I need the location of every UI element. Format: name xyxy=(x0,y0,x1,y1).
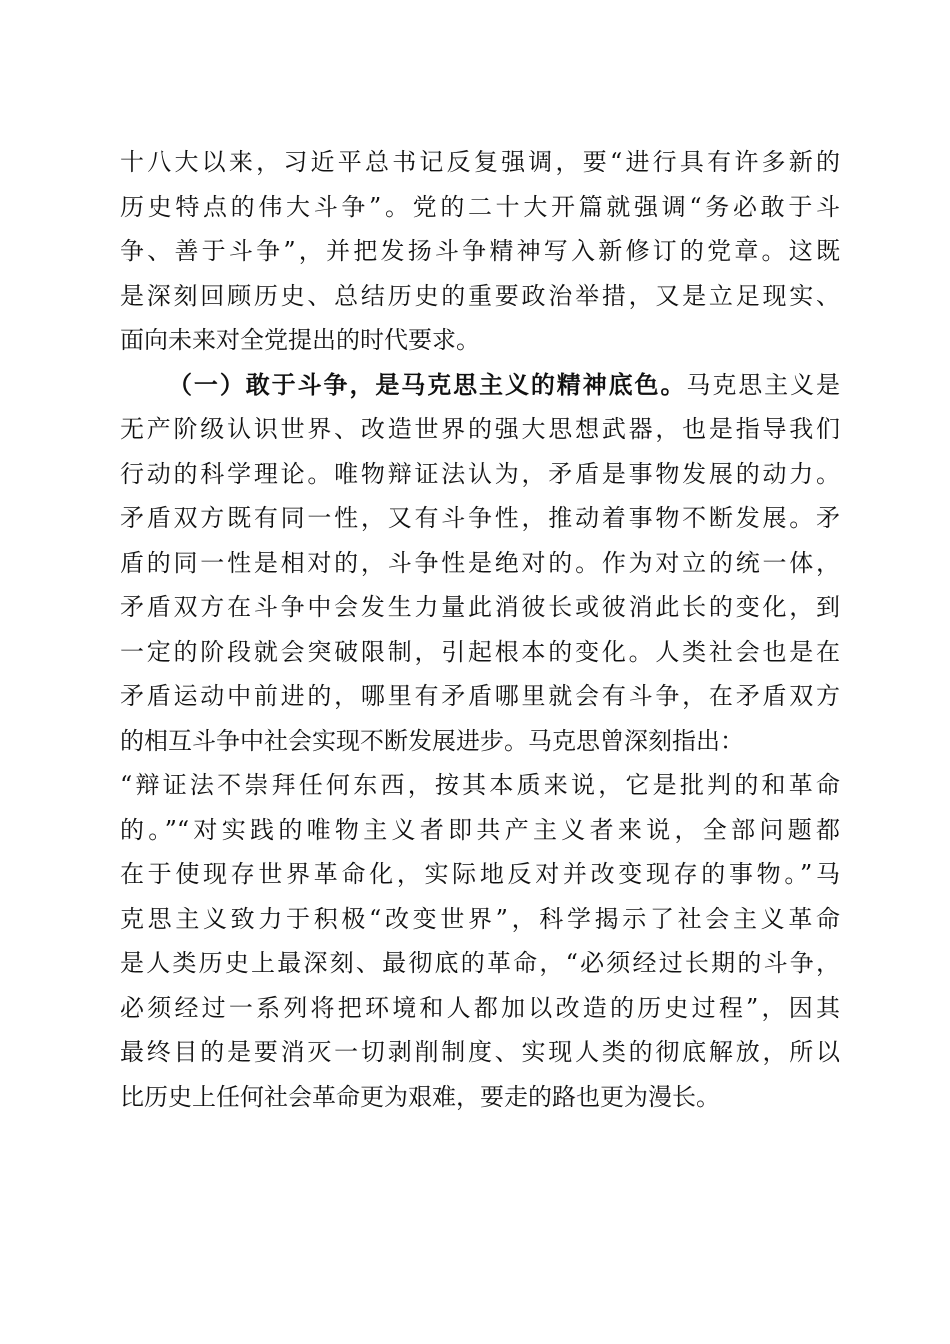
text-line: 的相互斗争中社会实现不断发展进步。马克思曾深刻指出： xyxy=(120,726,744,755)
body-text xyxy=(120,140,840,1119)
paragraph-section-one xyxy=(120,363,840,1120)
text-line: 比历史上任何社会革命更为艰难，要走的路也更为漫长。 xyxy=(120,1082,720,1111)
text-line: 的。”“对实践的唯物主义者即共产主义者来说，全部问题都 xyxy=(120,815,840,844)
text-line: 盾的同一性是相对的，斗争性是绝对的。作为对立的统一体， xyxy=(120,548,840,577)
paragraph-intro xyxy=(120,140,840,363)
text-line: 行动的科学理论。唯物辩证法认为，矛盾是事物发展的动力。 xyxy=(120,459,840,488)
text-line: 克思主义致力于积极“改变世界”，科学揭示了社会主义革命 xyxy=(120,904,840,933)
text-line: 一定的阶段就会突破限制，引起根本的变化。人类社会也是在 xyxy=(120,637,840,666)
text-line: 矛盾运动中前进的，哪里有矛盾哪里就会有斗争，在矛盾双方 xyxy=(120,682,840,710)
text-line: 必须经过一系列将把环境和人都加以改造的历史过程”，因其 xyxy=(120,993,840,1022)
text-line: 最终目的是要消灭一切剥削制度、实现人类的彻底解放，所以 xyxy=(120,1038,840,1066)
section-heading: （一）敢于斗争，是马克思主义的精神底色。 xyxy=(168,369,687,399)
text-line: “辩证法不崇拜任何东西，按其本质来说，它是批判的和革命 xyxy=(120,771,840,799)
text-line: 争、善于斗争”，并把发扬斗争精神写入新修订的党章。这既 xyxy=(120,237,840,265)
text-line: 在于使现存世界革命化，实际地反对并改变现存的事物。”马 xyxy=(120,860,840,888)
text-line-first xyxy=(120,363,840,408)
text-line: 十八大以来，习近平总书记反复强调，要“进行具有许多新的 xyxy=(120,148,840,176)
text-line: 历史特点的伟大斗争”。党的二十大开篇就强调“务必敢于斗 xyxy=(120,192,840,221)
text-line: 矛盾双方在斗争中会发生力量此消彼长或彼消此长的变化，到 xyxy=(120,593,840,621)
text-line: 无产阶级认识世界、改造世界的强大思想武器，也是指导我们 xyxy=(120,415,840,443)
text-line: 是人类历史上最深刻、最彻底的革命，“必须经过长期的斗争， xyxy=(120,949,840,977)
section-first-line-text: 马克思主义是 xyxy=(686,370,841,399)
text-line: 是深刻回顾历史、总结历史的重要政治举措，又是立足现实、 xyxy=(120,281,840,310)
text-line: 面向未来对全党提出的时代要求。 xyxy=(120,326,480,354)
text-line: 矛盾双方既有同一性，又有斗争性，推动着事物不断发展。矛 xyxy=(120,504,840,532)
